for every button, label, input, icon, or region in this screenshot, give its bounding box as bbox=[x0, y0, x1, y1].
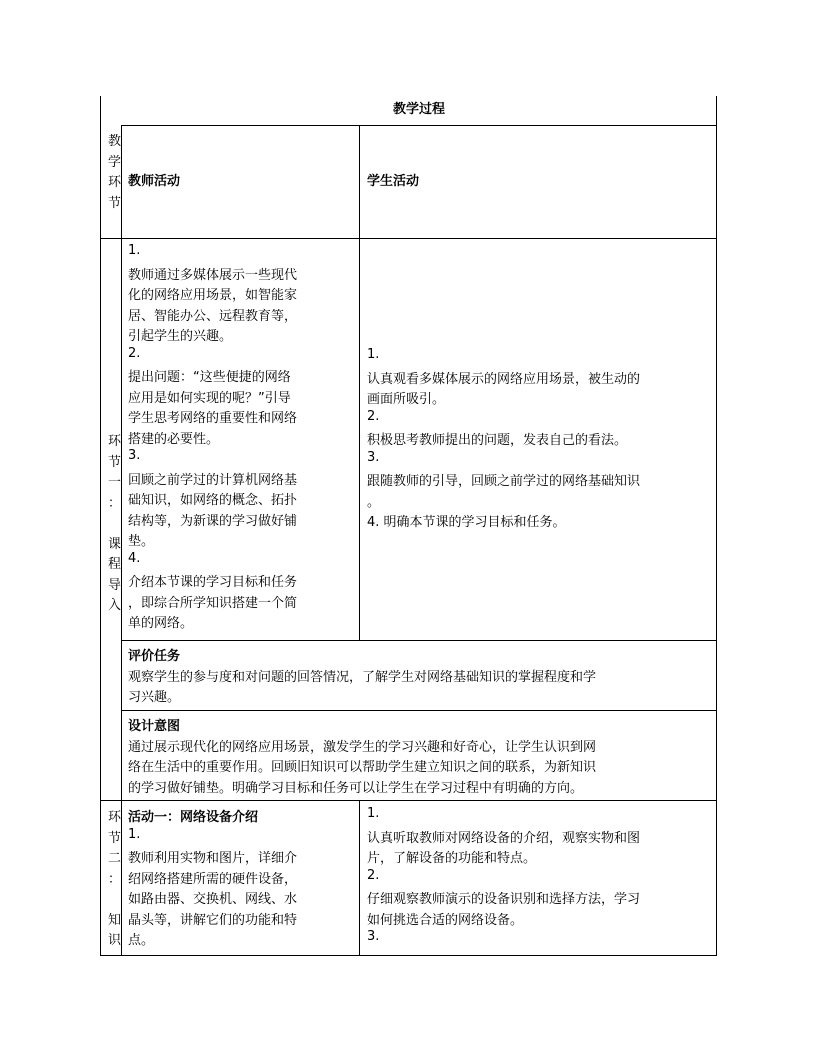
side-label-char: 导 bbox=[108, 577, 121, 593]
text-line: 观察学生的参与度和对问题的回答情况，了解学生对网络基础知识的掌握程度和学 bbox=[128, 669, 597, 685]
text-line: 学生思考网络的重要性和网络 bbox=[128, 411, 298, 426]
text-line: 2. bbox=[128, 345, 141, 361]
text-line: 居、智能办公、远程教育等， bbox=[128, 308, 298, 324]
text-line: 绍网络搭建所需的硬件设备， bbox=[128, 871, 298, 887]
section1-teacher-activity bbox=[128, 243, 358, 633]
teacher-column-header: 教师活动 bbox=[128, 174, 181, 189]
side-label-char bbox=[108, 888, 121, 909]
text-line: 提出问题：“这些便捷的网络 bbox=[128, 370, 291, 385]
text-line: 认真观看多媒体展示的网络应用场景，被生动的 bbox=[367, 371, 641, 387]
design-intent bbox=[128, 715, 714, 797]
text-line: 如路由器、交换机、网线、水 bbox=[128, 892, 298, 907]
side-label-section2 bbox=[108, 806, 121, 954]
side-label-char: 课 bbox=[108, 536, 121, 552]
text-line: 晶头等，讲解它们的功能和特 bbox=[128, 912, 298, 928]
text-line: 4. bbox=[128, 550, 141, 566]
design-title: 设计意图 bbox=[128, 719, 181, 734]
evaluation-title: 评价任务 bbox=[128, 649, 181, 664]
row-divider-evaluation bbox=[121, 640, 717, 641]
text-line: 3. bbox=[128, 448, 141, 463]
side-label-char bbox=[108, 512, 121, 533]
text-line: 1. bbox=[367, 806, 380, 821]
section1-student-activity bbox=[367, 347, 715, 532]
text-line: 垫。 bbox=[128, 534, 155, 549]
label-column-divider bbox=[121, 125, 122, 956]
text-line: 片，了解设备的功能和特点。 bbox=[367, 851, 537, 866]
text-line: ，即综合所学知识搭建一个简 bbox=[128, 595, 298, 611]
text-line: 介绍本节课的学习目标和任务 bbox=[128, 575, 298, 590]
text-line: 3. bbox=[367, 929, 380, 944]
row-divider-design bbox=[121, 710, 717, 711]
side-label-char: ： bbox=[108, 871, 121, 887]
text-line: 通过展示现代化的网络应用场景，激发学生的学习兴趣和好奇心，让学生认识到网 bbox=[128, 739, 597, 755]
row-divider-section2 bbox=[100, 800, 717, 801]
table-title: 教学过程 bbox=[392, 102, 445, 117]
activity-column-divider-2 bbox=[359, 800, 360, 956]
section2-student-activity bbox=[367, 806, 715, 950]
side-label-char: 程 bbox=[108, 557, 121, 572]
text-line: 的学习做好铺垫。明确学习目标和任务可以让学生在学习过程中有明确的方向。 bbox=[128, 780, 584, 796]
text-line: 结构等，为新课的学习做好铺 bbox=[128, 513, 298, 529]
table-left-border bbox=[100, 96, 101, 956]
text-line: 积极思考教师提出的问题，发表自己的看法。 bbox=[367, 433, 628, 448]
row-divider-header bbox=[121, 125, 717, 126]
text-line: 化的网络应用场景，如智能家 bbox=[128, 288, 298, 303]
text-line: 2. bbox=[367, 408, 380, 424]
row-divider-columns bbox=[100, 238, 717, 239]
text-line: 4. 明确本节课的学习目标和任务。 bbox=[367, 515, 566, 530]
side-label-char: ： bbox=[108, 495, 121, 511]
text-line: 络在生活中的重要作用。回顾旧知识可以帮助学生建立知识之间的联系，为新知识 bbox=[128, 760, 597, 775]
side-label-char: 环 bbox=[108, 175, 121, 190]
text-line: 。 bbox=[367, 494, 381, 510]
evaluation-task bbox=[128, 645, 714, 707]
side-label-char: 识 bbox=[108, 933, 121, 948]
text-line: 画面所吸引。 bbox=[367, 392, 446, 407]
text-line: 跟随教师的引导，回顾之前学过的网络基础知识 bbox=[367, 474, 641, 489]
text-line: 教师通过多媒体展示一些现代 bbox=[128, 267, 298, 283]
text-line: 1. bbox=[367, 347, 380, 362]
text-line: 引起学生的兴趣。 bbox=[128, 329, 233, 344]
side-label-char: 教 bbox=[108, 134, 121, 149]
text-line: 如何挑选合适的网络设备。 bbox=[367, 912, 524, 928]
side-label-char: 节 bbox=[108, 454, 121, 470]
text-line: 2. bbox=[367, 867, 380, 883]
side-label-char: 节 bbox=[108, 830, 121, 846]
side-label-char: 环 bbox=[108, 810, 121, 825]
text-line: 搭建的必要性。 bbox=[128, 431, 220, 447]
activity-title: 活动一：网络设备介绍 bbox=[128, 810, 259, 825]
side-label-char: 知 bbox=[108, 912, 121, 928]
text-line: 单的网络。 bbox=[128, 616, 194, 631]
text-line: 点。 bbox=[128, 933, 155, 948]
text-line: 础知识，如网络的概念、拓扑 bbox=[128, 493, 298, 508]
side-label-char: 二 bbox=[108, 851, 121, 866]
side-label-char: 节 bbox=[108, 195, 121, 211]
text-line: 1. bbox=[128, 826, 141, 842]
side-label-section1 bbox=[108, 430, 121, 640]
table-right-border bbox=[716, 96, 717, 956]
activity-column-divider-1 bbox=[359, 125, 360, 640]
text-line: 认真听取教师对网络设备的介绍，观察实物和图 bbox=[367, 830, 641, 846]
text-line: 习兴趣。 bbox=[128, 690, 181, 705]
side-label-char: 入 bbox=[108, 598, 121, 613]
table-bottom-border bbox=[100, 955, 717, 956]
side-label-char: 学 bbox=[108, 154, 121, 170]
student-column-header: 学生活动 bbox=[367, 174, 420, 189]
side-label-char: 一 bbox=[108, 475, 121, 490]
text-line: 3. bbox=[367, 449, 380, 465]
text-line: 回顾之前学过的计算机网络基 bbox=[128, 472, 298, 488]
side-label-char: 环 bbox=[108, 434, 121, 449]
text-line: 1. bbox=[128, 243, 141, 258]
text-line: 应用是如何实现的呢？”引导 bbox=[128, 390, 291, 406]
side-label-top bbox=[108, 130, 121, 230]
section2-teacher-activity bbox=[128, 806, 358, 950]
text-line: 仔细观察教师演示的设备识别和选择方法，学习 bbox=[367, 892, 641, 907]
text-line: 教师利用实物和图片，详细介 bbox=[128, 851, 298, 866]
